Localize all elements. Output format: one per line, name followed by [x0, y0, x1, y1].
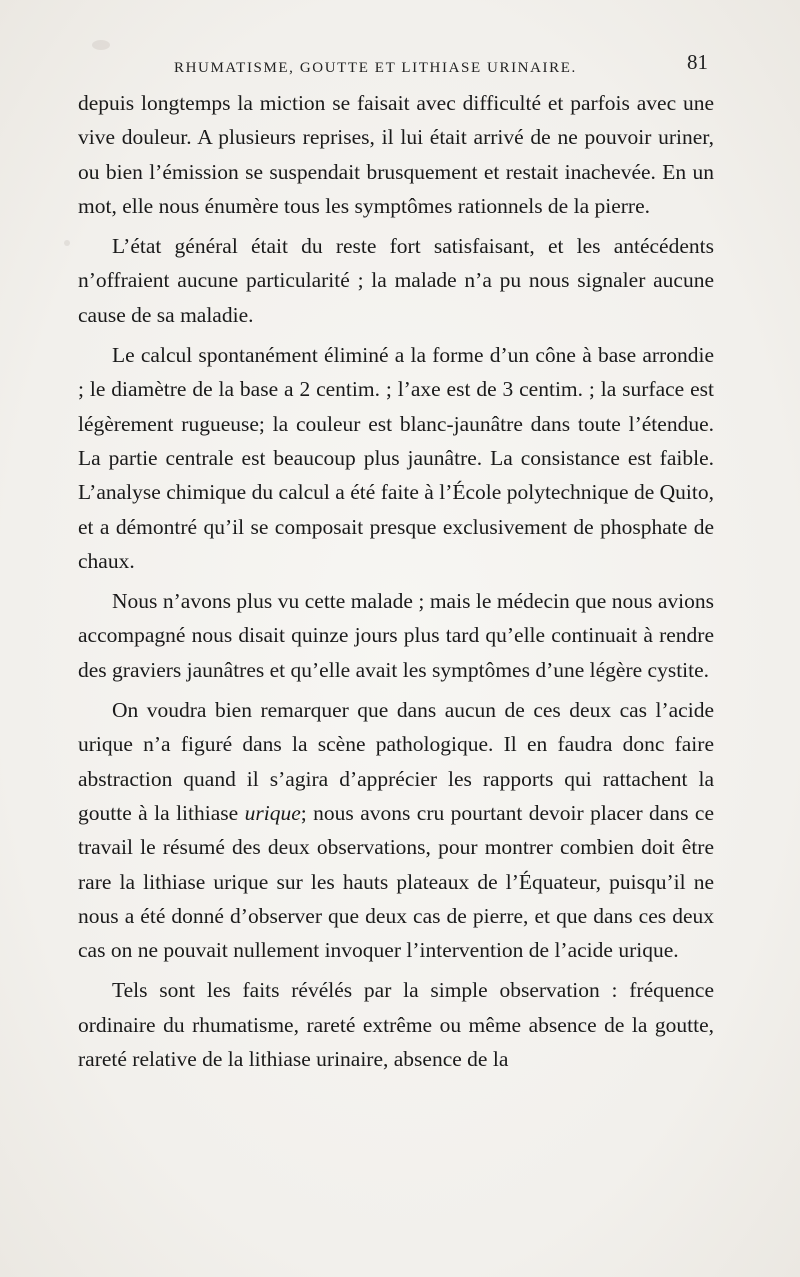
body-text: [78, 86, 714, 1082]
paragraph: depuis longtemps la miction se faisait avec difficulté et parfois avec une vive douleur. A plusieurs reprises, il lui était arrivé de ne pouvoir uriner, ou bien l’émission se suspendait brusquement et restait inachevée. En un mot, elle nous énumère tous les symptômes rationnels de la pierre.: [78, 91, 714, 218]
paragraph: Nous n’avons plus vu cette malade ; mais le médecin que nous avions accompagné nous disait quinze jours plus tard qu’elle continuait à rendre des graviers jaunâtres et qu’elle avait les symptômes d’une légère cystite.: [78, 589, 714, 682]
paragraph: Le calcul spontanément éliminé a la forme d’un cône à base arrondie ; le diamètre de la base a 2 centim. ; l’axe est de 3 centim. ; la surface est légèrement rugueuse; la couleur est blanc-jaunâtre dans toute l’étendue. La partie centrale est beaucoup plus jaunâtre. La consistance est faible. L’analyse chimique du calcul a été faite à l’École polytechnique de Quito, et a démontré qu’il se composait presque exclusivement de phosphate de chaux.: [78, 343, 714, 573]
paper-stain: [64, 240, 70, 246]
paragraph-text: On voudra bien remarquer que dans aucun de ces deux cas l’acide urique n’a figuré dans la scène pathologique. Il en faudra donc faire abstraction quand il s’agira d’apprécier les rapports qui rattachent la goutte à la lithiase: [78, 698, 714, 825]
paragraph-text: ; nous avons cru pourtant devoir placer dans ce travail le résumé des deux observations, pour montrer combien doit être rare la lithiase urique sur les hauts plateaux de l’Équateur, puisqu’il ne nous a été donné d’observer que deux cas de pierre, et que dans ces deux cas on ne pouvait nullement invoquer l’intervention de l’acide urique.: [78, 800, 714, 963]
page-header: [78, 50, 714, 84]
paragraph: L’état général était du reste fort satisfaisant, et les antécédents n’offraient aucune particularité ; la malade n’a pu nous signaler aucune cause de sa maladie.: [78, 234, 714, 327]
italic-word: urique: [244, 800, 301, 825]
running-title: RHUMATISME, GOUTTE ET LITHIASE URINAIRE.: [174, 60, 577, 76]
paragraph: Tels sont les faits révélés par la simple observation : fréquence ordinaire du rhumatisme, rareté extrême ou même absence de la goutte, rareté relative de la lithiase urinaire, absence de la: [78, 978, 714, 1072]
paper-stain: [92, 40, 110, 50]
paragraph: [78, 693, 714, 967]
page-number: 81: [687, 50, 708, 74]
